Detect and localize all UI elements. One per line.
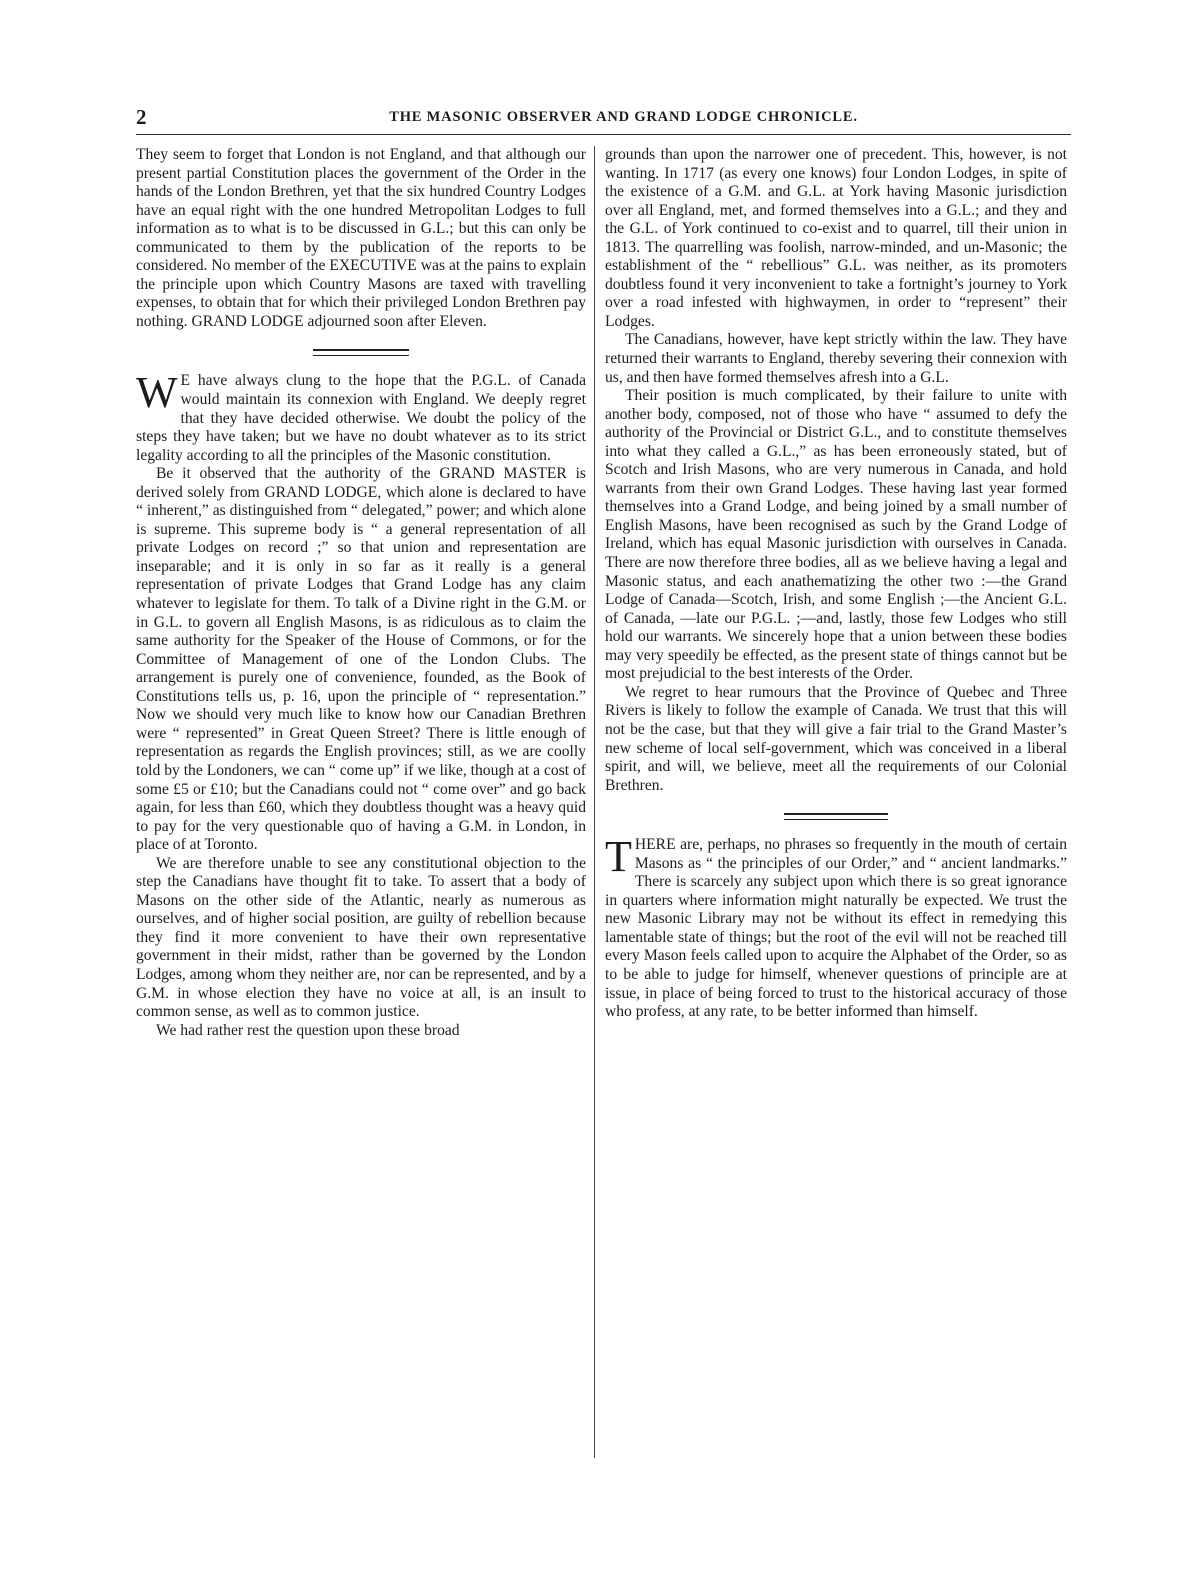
article-paragraph: We regret to hear rumours that the Province of Quebec and Three Rivers is likely to follow the example of Canada. We trust that this will not be the case, but that they will give a fair trial to the Grand Master’s new scheme of local self-government, which was conceived in a liberal spirit, and will, we believe, meet all the requirements of our Colonial Brethren. [605, 683, 1067, 794]
page-number: 2 [136, 105, 147, 129]
article-paragraph: Their position is much complicated, by their failure to unite with another body, composed, not of those who have “ assumed to defy the authority of the Provincial or District G.L., and to constitute themselves into what they called a G.L.,” as has been erroneously stated, but of Scotch and Irish Masons, who are very numerous in Canada, and hold warrants from their own Grand Lodges. These having last year formed themselves into a Grand Lodge, and being joined by a small number of English Masons, have been recognised as such by the Grand Lodge of Ireland, which has equal Masonic jurisdiction with ourselves in Canada. There are now therefore three bodies, all as we believe having a legal and Masonic status, and each anathematizing the other two :—the Grand Lodge of Canada—Scotch, Irish, and some English ;—the Ancient G.L. of Canada, —late our P.G.L. ;—and, lastly, those few Lodges who still hold our warrants. We sincerely hope that a union between these bodies may very speedily be effected, as the present state of things cannot but be most prejudicial to the best interests of the Order. [605, 387, 1067, 683]
section-separator [313, 349, 409, 356]
article-paragraph: grounds than upon the narrower one of precedent. This, however, is not wanting. In 1717 (as every one knows) four London Lodges, in spite of the existence of a G.M. and G.L. at York having Masonic jurisdiction over all England, met, and formed themselves into a G.L.; and they and the G.L. of York continued to co-exist and to quarrel, till their union in 1813. The quarrelling was foolish, narrow-minded, and un-Masonic; the establishment of the “ rebellious” G.L. was neither, as its promoters doubtless found it very inconvenient to take a fortnight’s journey to York over a road infested with highwaymen, in order to “represent” their Lodges. [605, 146, 1067, 330]
article-paragraph: We are therefore unable to see any constitutional objection to the step the Canadians have thought fit to take. To assert that a body of Masons on the other side of the Atlantic, nearly as numerous as ourselves, and of higher social position, are guilty of rebellion because they find it more convenient to have their own representative government in their midst, rather than be governed by the London Lodges, among whom they neither are, nor can be represented, and by a G.M. in whose election they have no voice at all, is an insult to common sense, as well as to common justice. [136, 854, 586, 1021]
right-column [605, 146, 1067, 1456]
article-paragraph: Be it observed that the authority of the GRAND MASTER is derived solely from GRAND LODGE, which alone is declared to have “ inherent,” as distinguished from “ delegated,” power; and which alone is supreme. This supreme body is “ a general representation of all private Lodges on record ;” so that union and representation are inseparable; and it is only in so far as it really is a general representation of private Lodges that Grand Lodge has any claim whatever to legislate for them. To talk of a Divine right in the G.M. or in G.L. to govern all English Masons, is as ridiculous as to claim the same authority for the Speaker of the House of Commons, or for the Committee of Management of one of the London Clubs. The arrangement is purely one of convenience, founded, as the Book of Constitutions tells us, p. 16, upon the principle of “ representation.” Now we should very much like to know how our Canadian Brethren were “ represented” in Great Queen Street? There is little enough of representation as regards the English provinces; still, as we are coolly told by the Londoners, we can “ come up” if we like, though at a cost of some £5 or £10; but the Canadians could not “ come over” and go back again, for less than £60, which they doubtless thought was a heavy quid to pay for the very questionable quo of having a G.M. in London, in place of at Toronto. [136, 465, 586, 854]
column-divider [594, 146, 595, 1458]
page-header [136, 104, 1071, 134]
running-title: THE MASONIC OBSERVER AND GRAND LODGE CHRONICLE. [389, 109, 858, 125]
article-paragraph: WE have always clung to the hope that the P.G.L. of Canada would maintain its connexion with England. We deeply regret that they have decided otherwise. We doubt the policy of the steps they have taken; but we have no doubt whatever as to its strict legality according to all the principles of the Masonic constitution. [136, 368, 586, 464]
section-separator [784, 813, 888, 820]
left-column [136, 146, 586, 1456]
header-rule [136, 134, 1071, 135]
article-paragraph: We had rather rest the question upon these broad [156, 1021, 460, 1039]
article-paragraph: They seem to forget that London is not England, and that although our present partial Constitution places the government of the Order in the hands of the London Brethren, yet that the six hundred Country Lodges have an equal right with the one hundred Metropolitan Lodges to full information as to what is to be discussed in G.L.; but this can only be communicated to them by the publication of the reports to be considered. No member of the EXECUTIVE was at the pains to explain the principle upon which Country Masons are taxed with travelling expenses, to obtain that for which their privileged London Brethren pay nothing. GRAND LODGE adjourned soon after Eleven. [136, 146, 586, 330]
article-paragraph: The Canadians, however, have kept strictly within the law. They have returned their warrants to England, thereby severing their connexion with us, and then have formed themselves afresh into a G.L. [605, 331, 1067, 386]
article-paragraph: THERE are, perhaps, no phrases so frequently in the mouth of certain Masons as “ the principles of our Order,” and “ ancient landmarks.” There is scarcely any subject upon which there is so great ignorance in quarters where information might naturally be expected. We trust the new Masonic Library may not be without its effect in remedying this lamentable state of things; but the root of the evil will not be reached till every Mason feels called upon to acquire the Alphabet of the Order, so as to be able to judge for himself, whenever questions of principle are at issue, in place of being forced to trust to the historical accuracy of those who profess, at any rate, to be better informed than himself. [605, 832, 1067, 1021]
